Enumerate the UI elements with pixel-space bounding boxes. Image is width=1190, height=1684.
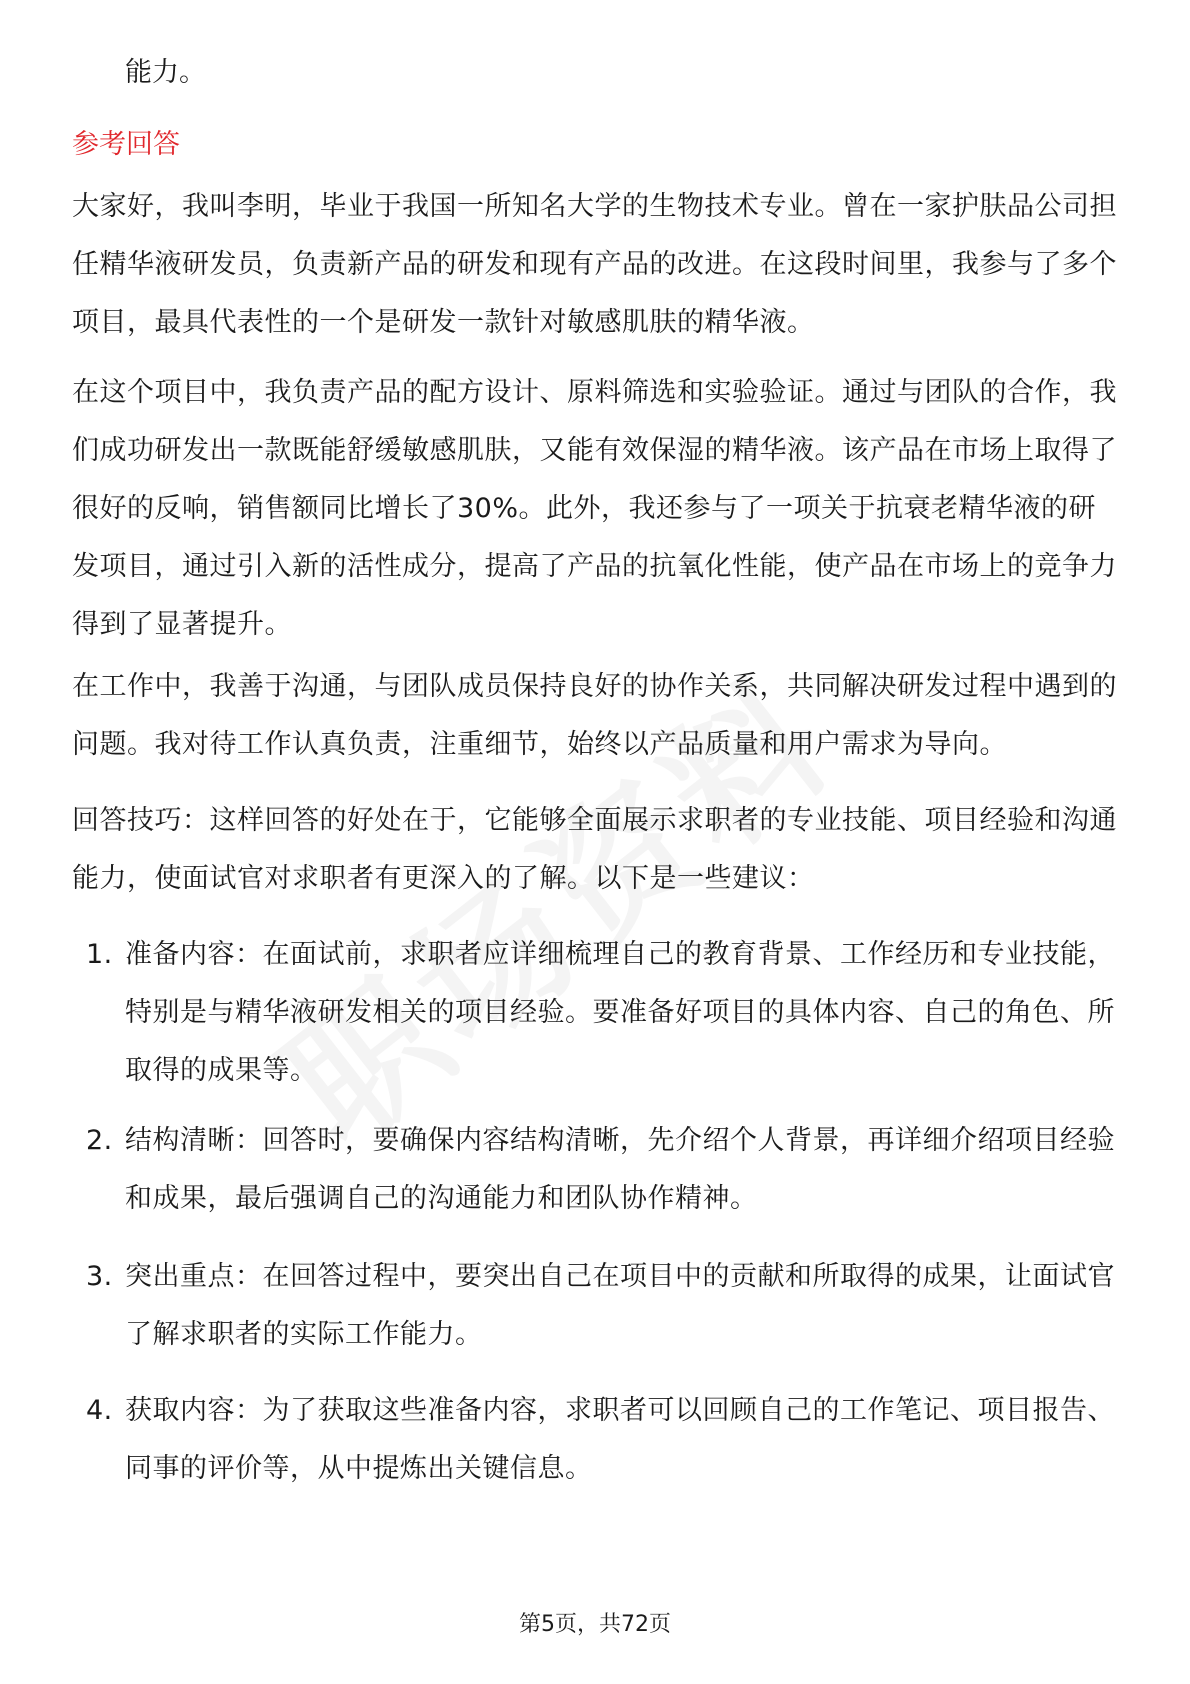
paragraph: 回答技巧：这样回答的好处在于，它能够全面展示求职者的专业技能、项目经验和沟通能力，使面试官对求职者有更深入的了解。以下是一些建议： xyxy=(72,805,1117,894)
page-number: 第5页，共72页 xyxy=(519,1612,671,1637)
list-text: 结构清晰：回答时，要确保内容结构清晰，先介绍个人背景，再详细介绍项目经验和成果，最后强调自己的沟通能力和团队协作精神。 xyxy=(125,1125,1115,1214)
list-number: 4. xyxy=(86,1395,113,1426)
list-text: 获取内容：为了获取这些准备内容，求职者可以回顾自己的工作笔记、项目报告、同事的评价等，从中提炼出关键信息。 xyxy=(125,1395,1115,1484)
list-number: 3. xyxy=(86,1261,113,1292)
continued-text: 能力。 xyxy=(125,57,206,88)
list-text: 突出重点：在回答过程中，要突出自己在项目中的贡献和所取得的成果，让面试官了解求职者的实际工作能力。 xyxy=(125,1261,1115,1350)
section-title: 参考回答 xyxy=(72,129,180,160)
list-number: 1. xyxy=(86,939,113,970)
paragraph: 在这个项目中，我负责产品的配方设计、原料筛选和实验验证。通过与团队的合作，我们成功研发出一款既能舒缓敏感肌肤，又能有效保湿的精华液。该产品在市场上取得了很好的反响，销售额同比增长了30%。此外，我还参与了一项关于抗衰老精华液的研发项目，通过引入新的活性成分，提高了产品的抗氧化性能，使产品在市场上的竞争力得到了显著提升。 xyxy=(72,377,1117,640)
paragraph: 大家好，我叫李明，毕业于我国一所知名大学的生物技术专业。曾在一家护肤品公司担任精华液研发员，负责新产品的研发和现有产品的改进。在这段时间里，我参与了多个项目，最具代表性的一个是研发一款针对敏感肌肤的精华液。 xyxy=(72,191,1117,338)
paragraph: 在工作中，我善于沟通，与团队成员保持良好的协作关系，共同解决研发过程中遇到的问题。我对待工作认真负责，注重细节，始终以产品质量和用户需求为导向。 xyxy=(72,671,1117,760)
list-number: 2. xyxy=(86,1125,113,1156)
list-text: 准备内容：在面试前，求职者应详细梳理自己的教育背景、工作经历和专业技能，特别是与精华液研发相关的项目经验。要准备好项目的具体内容、自己的角色、所取得的成果等。 xyxy=(125,939,1115,1086)
